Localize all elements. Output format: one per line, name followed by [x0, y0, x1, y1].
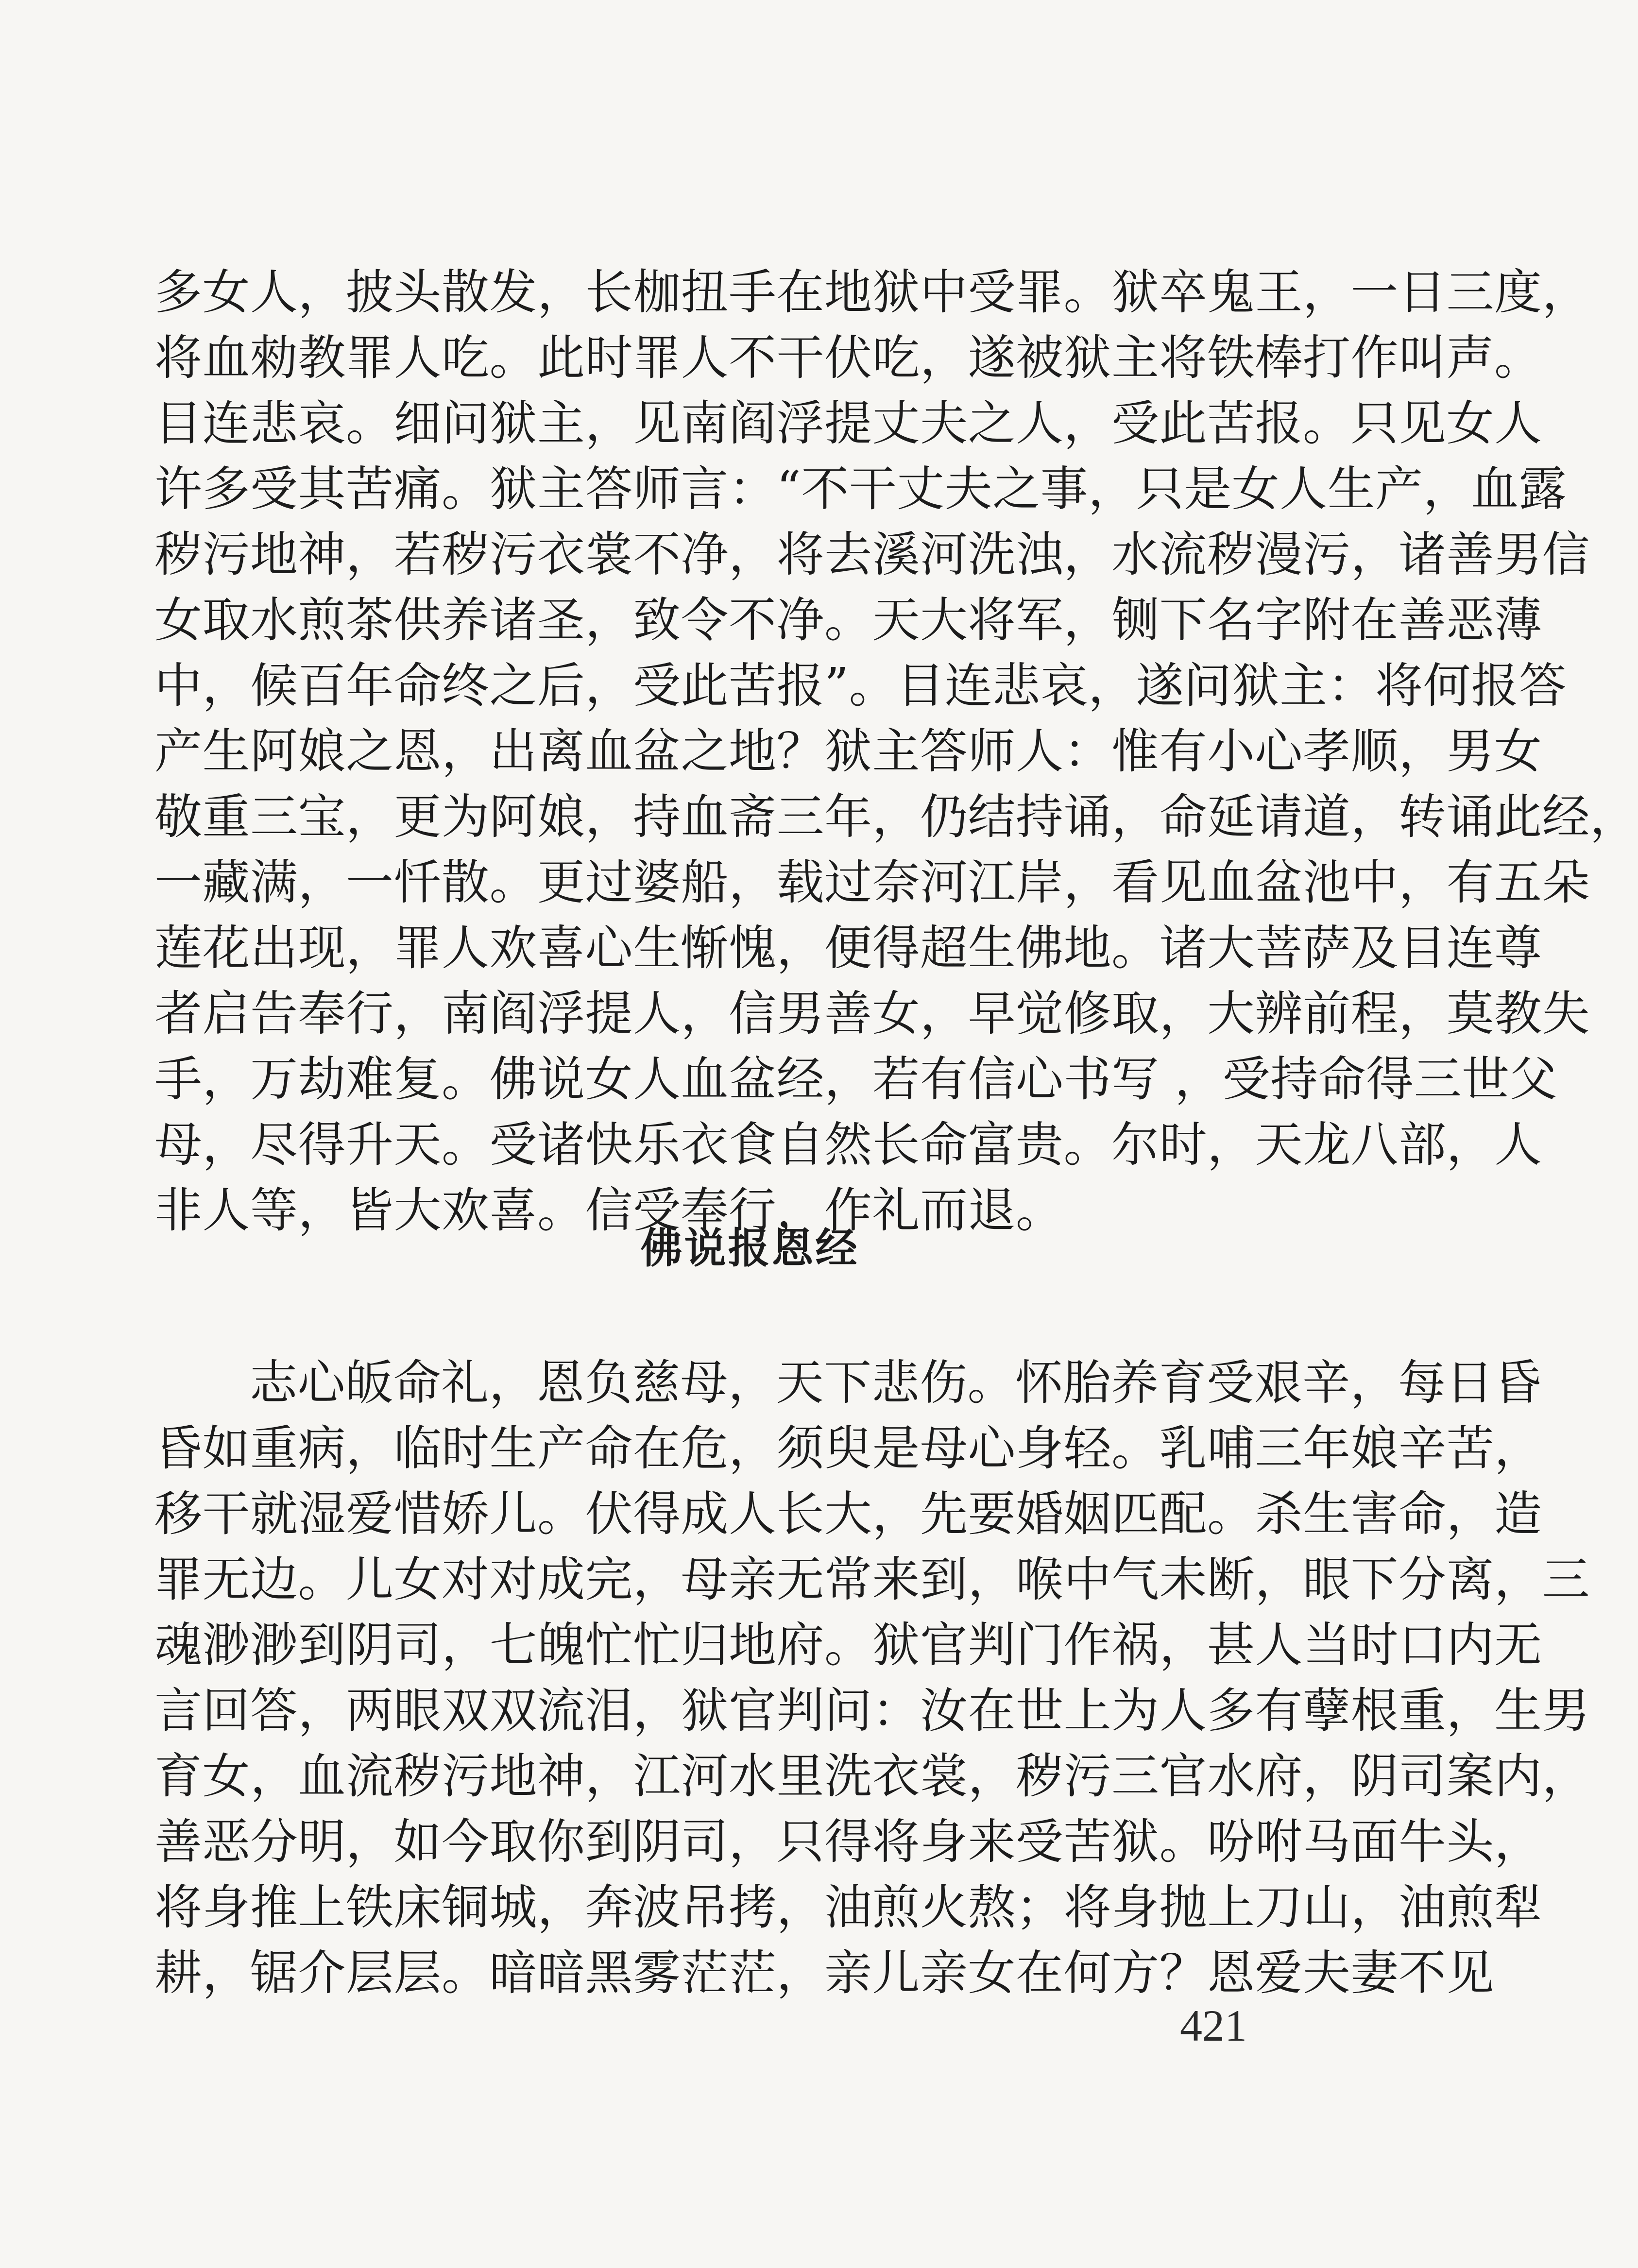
text-line: 女取水煎茶供养诸圣，致令不净。天大将军，铡下名字附在善恶薄 [154, 593, 1542, 648]
text-line: 罪无边。儿女对对成完，母亲无常来到，喉中气未断，眼下分离，三 [154, 1552, 1590, 1607]
text-line: 莲花出现，罪人欢喜心生惭愧，便得超生佛地。诸大菩萨及目连尊 [154, 921, 1542, 976]
passage-blood-bowl-sutra [154, 260, 1638, 1244]
text-line: 多女人，披头散发，长枷扭手在地狱中受罪。狱卒鬼王，一日三度， [154, 265, 1590, 320]
text-line: 志心皈命礼，恩负慈母，天下悲伤。怀胎养育受艰辛，每日昏 [250, 1355, 1542, 1411]
text-line: 非人等，皆大欢喜。信受奉行，作礼而退。 [154, 1183, 1064, 1238]
text-line: 耕，锯介层层。暗暗黑雾茫茫，亲儿亲女在何方？恩爱夫妻不见 [154, 1945, 1495, 2001]
page-number: 421 [1180, 2001, 1247, 2050]
text-line: 中，候百年命终之后，受此苦报”。目连悲哀，遂问狱主：将何报答 [154, 658, 1567, 714]
text-line: 育女，血流秽污地神，江河水里洗衣裳，秽污三官水府，阴司案内， [154, 1749, 1590, 1804]
text-line: 许多受其苦痛。狱主答师言：“不干丈夫之事，只是女人生产，血露 [154, 461, 1567, 517]
text-line: 者启告奉行，南阎浮提人，信男善女，早觉修取，大辨前程，莫教失 [154, 986, 1590, 1041]
text-line: 魂渺渺到阴司，七魄忙忙归地府。狱官判门作祸，甚人当时口内无 [154, 1618, 1542, 1673]
text-line: 言回答，两眼双双流泪，狱官判问：汝在世上为人多有孽根重，生男 [154, 1683, 1590, 1739]
text-line: 移干就湿爱惜娇儿。伏得成人长大，先要婚姻匹配。杀生害命，造 [154, 1486, 1542, 1542]
text-line: 秽污地神，若秽污衣裳不净，将去溪河洗浊，水流秽漫污，诸善男信 [154, 527, 1590, 582]
text-line: 敬重三宝，更为阿娘，持血斋三年，仍结持诵，命延请道，转诵此经， [154, 789, 1638, 845]
passage-gratitude-sutra [154, 1350, 1590, 2006]
text-line: 昏如重病，临时生产命在危，须臾是母心身轻。乳哺三年娘辛苦， [154, 1421, 1542, 1476]
text-line: 将血勑教罪人吃。此时罪人不干伏吃，遂被狱主将铁棒打作叫声。 [154, 330, 1542, 386]
text-line: 母，尽得升天。受诸快乐衣食自然长命富贵。尔时，天龙八部，人 [154, 1117, 1542, 1173]
text-line: 一藏满，一忏散。更过婆船，载过奈河江岸，看见血盆池中，有五朵 [154, 855, 1590, 910]
text-line: 手，万劫难复。佛说女人血盆经，若有信心书写 ，受持命得三世父 [154, 1052, 1558, 1107]
text-line: 目连悲哀。细问狱主，见南阎浮提丈夫之人，受此苦报。只见女人 [154, 396, 1542, 451]
section-title: 佛说报恩经 [640, 1224, 859, 1273]
text-line: 将身推上铁床铜城，奔波吊拷，油煎火熬；将身抛上刀山，油煎犁 [154, 1880, 1542, 1935]
text-line: 善恶分明，如今取你到阴司，只得将身来受苦狱。吩咐马面牛头， [154, 1814, 1542, 1870]
text-line: 产生阿娘之恩，出离血盆之地？狱主答师人：惟有小心孝顺，男女 [154, 724, 1542, 779]
